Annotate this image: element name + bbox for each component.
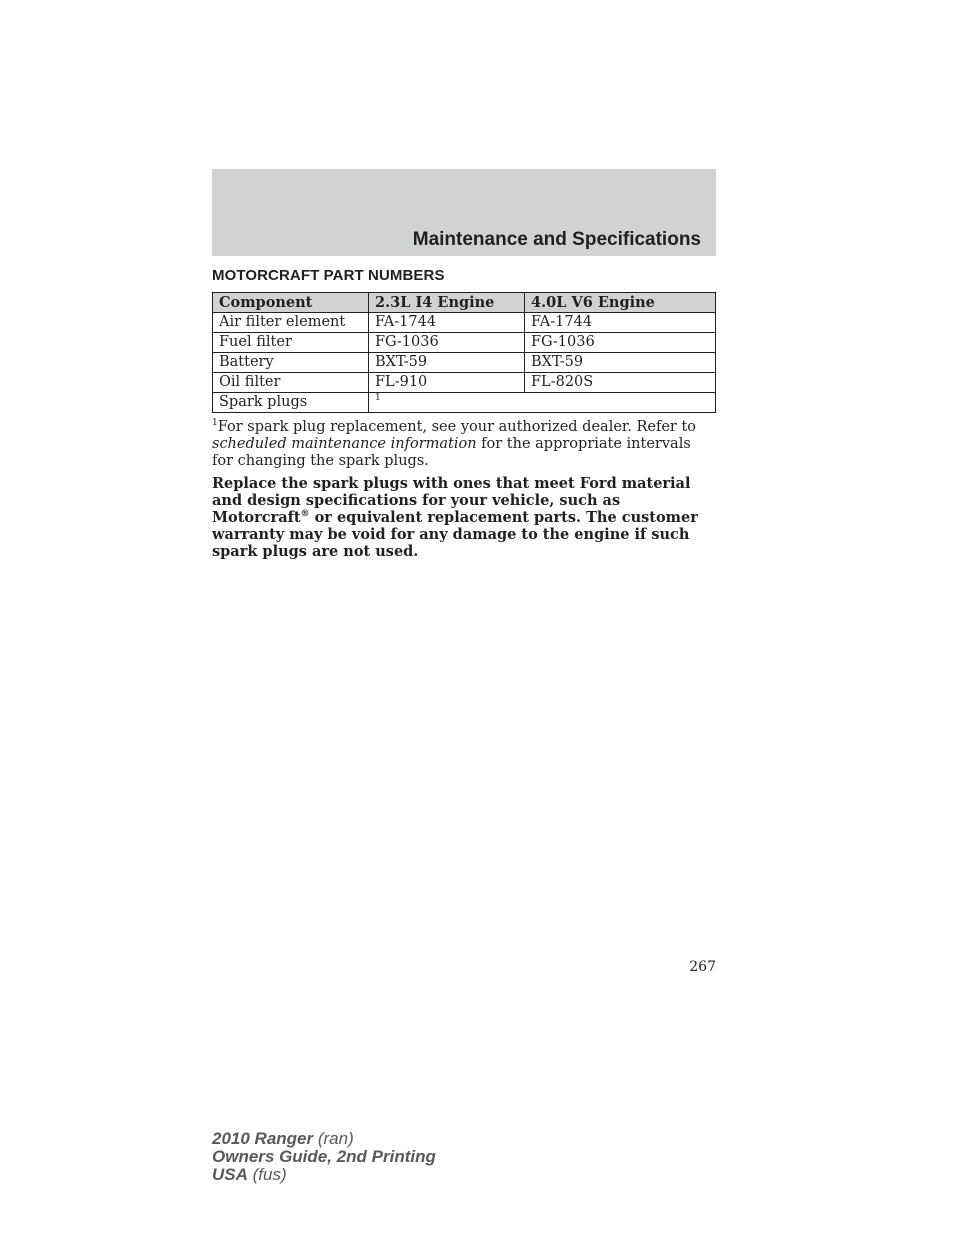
warning-text: Replace the spark plugs with ones that meet Ford material and design specifications for your vehicle, such as Motorcraft — [212, 475, 691, 526]
footer-code: (fus) — [247, 1165, 287, 1184]
table-cell: FA-1744 — [525, 313, 716, 333]
table-cell: BXT-59 — [525, 353, 716, 373]
table-cell: FL-820S — [525, 373, 716, 393]
table-cell: FA-1744 — [369, 313, 525, 333]
column-header: Component — [213, 293, 369, 313]
footer-model: 2010 Ranger — [212, 1129, 314, 1148]
page-title: Maintenance and Specifications — [412, 229, 701, 250]
spark-plug-warning — [212, 475, 702, 560]
footer-code: (ran) — [313, 1129, 354, 1148]
footnote-text: for the appropriate intervals for changing the spark plugs. — [212, 436, 691, 469]
footer — [212, 1130, 436, 1184]
footnote — [212, 419, 716, 470]
table-cell: FG-1036 — [525, 333, 716, 353]
footnote-marker: 1 — [212, 418, 218, 429]
column-header: 2.3L I4 Engine — [369, 293, 525, 313]
table-cell-merged — [369, 393, 716, 413]
footnote-marker: 1 — [375, 393, 381, 404]
footer-market: USA — [212, 1165, 248, 1184]
registered-mark: ® — [300, 509, 310, 520]
footnote-text: For spark plug replacement, see your authorized dealer. Refer to — [217, 419, 697, 435]
footer-edition: Owners Guide, 2nd Printing — [212, 1147, 436, 1166]
table-cell: Air filter element — [213, 313, 369, 333]
table-cell: BXT-59 — [369, 353, 525, 373]
column-header: 4.0L V6 Engine — [525, 293, 716, 313]
header-band — [212, 169, 716, 256]
table-header-row — [213, 293, 716, 313]
table-cell: Oil filter — [213, 373, 369, 393]
footer-line — [212, 1148, 436, 1166]
table-cell: Fuel filter — [213, 333, 369, 353]
cross-reference-link: scheduled maintenance information — [212, 436, 477, 452]
part-numbers-table — [212, 292, 716, 413]
table-row — [213, 373, 716, 393]
section-heading: MOTORCRAFT PART NUMBERS — [212, 267, 445, 284]
table-cell: Spark plugs — [213, 393, 369, 413]
table-cell: Battery — [213, 353, 369, 373]
table-row-spark-plugs — [213, 393, 716, 413]
footer-line — [212, 1130, 436, 1148]
table-row — [213, 313, 716, 333]
warning-text: or equivalent replacement parts. The customer warranty may be void for any damage to the engine if such spark plugs are not used. — [212, 509, 698, 560]
page-number: 267 — [689, 959, 716, 975]
table-cell: FL-910 — [369, 373, 525, 393]
table-row — [213, 353, 716, 373]
table-cell: FG-1036 — [369, 333, 525, 353]
footer-line — [212, 1166, 436, 1184]
table-row — [213, 333, 716, 353]
